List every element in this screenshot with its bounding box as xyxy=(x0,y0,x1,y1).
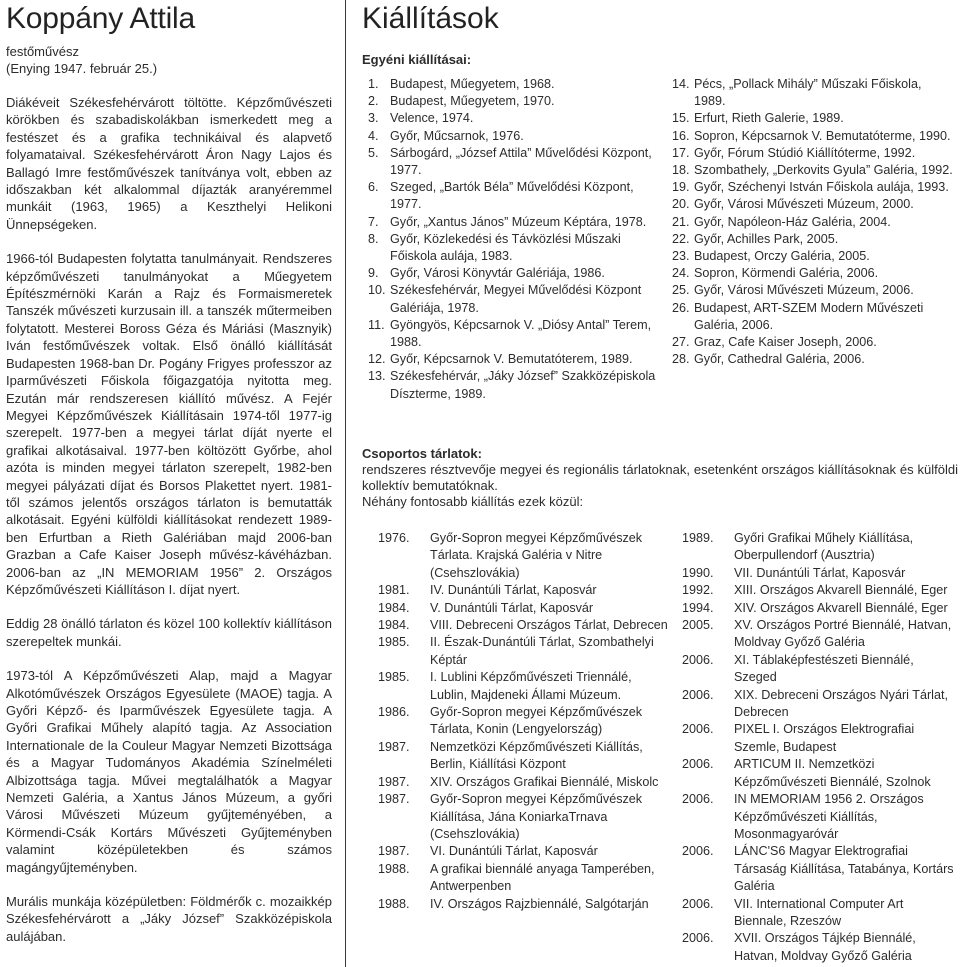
solo-exhibition-item-text: Győr, Cathedral Galéria, 2006. xyxy=(694,352,865,367)
bio-paragraph: 1966-tól Budapesten folytatta tanulmányait. Rendszeres képzőművészeti tanulmányokat a Műegyetem Építészmérnöki Karán a Rajz és Formaismeretek Tanszék művészeti kurzusain ill. a tanszék műtermeiben folytatott. Mesterei Boross Géza és Máriási (Masznyik) Iván festőművészek voltak. Első önálló kiállítását Budapesten 1968-ban Dr. Pogány Frigyes professzor az Iparművészeti Főiskola főigazgatója nyitotta meg. Ezután már rendszeresen kiállító művész. A Fejér Megyei Képzőművészek Kiállításain 1974-től 1977-ig szerepelt. 1977-ben a megyei tárlat díját nyerte el grafikai alkotásaival. 1977-ben költözött Győrbe, ahol azóta is minden megyei tárlaton szerepelt, 1982-ben megyei pályázati díjat és Borsos Plakettet nyert. 1981-től számos jelentős országos tárlaton is bemutatták alkotásait. Egyéni külföldi kiállításokat rendezett 1989-ben Erfurtban a Rieth Galériában majd 2006-ban Grazban a Cafe Kaiser Joseph művész-kávéházban. 2006-ban az „IN MEMORIAM 1956” 2. Országos Képzőművészeti Kiállításon I. díjat nyert. xyxy=(6,251,332,597)
group-exhibition-item-number: 2006. xyxy=(682,687,714,702)
group-exhibition-item-text: Győr-Sopron megyei Képzőművészek Tárlata. Krajská Galéria v Nitre (Csehszlovákia) xyxy=(430,531,643,580)
group-exhibition-item-text: XVII. Országos Tájkép Biennálé, Hatvan, Moldvay Győző Galéria xyxy=(734,931,916,963)
group-exhibition-item-number: 1994. xyxy=(682,600,714,615)
group-intro-2: Néhány fontosabb kiállítás ezek közül: xyxy=(362,494,584,510)
group-exhibition-item xyxy=(378,617,668,634)
group-exhibition-item xyxy=(378,704,668,739)
group-exhibition-item-number: 2005. xyxy=(682,618,714,633)
solo-exhibition-item xyxy=(368,265,660,282)
solo-exhibition-item-number: 10. xyxy=(368,283,386,298)
solo-exhibition-item xyxy=(672,196,956,213)
group-exhibition-item xyxy=(378,861,668,896)
group-exhibition-item-number: 1986. xyxy=(378,705,410,720)
group-exhibition-item-number: 2006. xyxy=(682,931,714,946)
group-exhibition-item-number: 1987. xyxy=(378,792,410,807)
group-exhibition-item-text: VI. Dunántúli Tárlat, Kaposvár xyxy=(430,844,598,859)
solo-exhibition-item-number: 11. xyxy=(368,317,385,332)
group-exhibition-item-text: Győr-Sopron megyei Képzőművészek Kiállítása, Jána KoniarkaTrnava (Csehszlovákia) xyxy=(430,792,643,841)
group-exhibition-item xyxy=(682,930,958,965)
group-exhibition-item-text: II. Észak-Dunántúli Tárlat, Szombathelyi Képtár xyxy=(430,635,654,667)
solo-exhibition-item-text: Székesfehérvár, Megyei Művelődési Központ Galériája, 1978. xyxy=(390,283,642,315)
group-exhibition-item-number: 2006. xyxy=(682,652,714,667)
solo-exhibition-item-number: 14. xyxy=(672,77,690,91)
biography-text xyxy=(6,94,332,945)
group-exhibition-item-number: 1992. xyxy=(682,583,714,598)
group-exhibitions-heading: Csoportos tárlatok: xyxy=(362,446,482,461)
solo-exhibition-item xyxy=(368,351,660,368)
solo-exhibition-item-text: Budapest, Orczy Galéria, 2005. xyxy=(694,249,870,264)
group-exhibition-item-number: 2006. xyxy=(682,844,714,859)
group-exhibition-item xyxy=(682,565,958,582)
group-exhibition-item-text: IV. Országos Rajzbiennálé, Salgótarján xyxy=(430,896,649,911)
solo-exhibition-item xyxy=(672,282,956,299)
solo-exhibition-item-text: Győr, Achilles Park, 2005. xyxy=(694,231,839,246)
group-exhibition-item xyxy=(682,530,958,565)
solo-exhibition-item-text: Győr, Városi Művészeti Múzeum, 2006. xyxy=(694,283,914,298)
group-exhibition-item xyxy=(378,582,668,599)
solo-exhibition-item-text: Budapest, ART-SZEM Modern Művészeti Galéria, 2006. xyxy=(694,300,924,332)
group-exhibition-item-text: V. Dunántúli Tárlat, Kaposvár xyxy=(430,600,594,615)
solo-exhibition-item xyxy=(672,145,956,162)
group-exhibition-item-number: 2006. xyxy=(682,896,714,911)
solo-exhibition-item xyxy=(368,93,660,110)
solo-exhibition-item xyxy=(368,231,660,265)
solo-exhibition-item-text: Sopron, Körmendi Galéria, 2006. xyxy=(694,266,879,281)
solo-exhibition-item-text: Győr, „Xantus János” Múzeum Képtára, 1978. xyxy=(390,214,647,229)
group-exhibition-item-text: A grafikai biennálé anyaga Tamperében, Antwerpenben xyxy=(430,861,655,894)
solo-exhibition-item xyxy=(368,282,660,316)
solo-exhibition-item xyxy=(672,110,956,127)
exhibitions-column xyxy=(362,0,958,963)
solo-exhibition-item-number: 23. xyxy=(672,249,690,264)
solo-exhibition-item-number: 25. xyxy=(672,283,690,298)
group-exhibition-item-text: IN MEMORIAM 1956 2. Országos Képzőművészeti Kiállítás, Mosonmagyaróvár xyxy=(734,792,924,841)
solo-exhibition-item-text: Budapest, Műegyetem, 1970. xyxy=(390,94,555,109)
group-exhibition-item-number: 2006. xyxy=(682,792,714,807)
solo-exhibition-item xyxy=(672,214,956,231)
group-exhibition-item xyxy=(378,774,668,791)
solo-exhibition-item-number: 19. xyxy=(672,180,690,195)
biography-column xyxy=(6,0,332,945)
solo-exhibition-item xyxy=(672,128,956,145)
solo-exhibition-item-number: 26. xyxy=(672,300,690,315)
solo-exhibition-item-number: 17. xyxy=(672,145,690,160)
solo-exhibition-item xyxy=(672,76,956,110)
artist-birth: (Enying 1947. február 25.) xyxy=(6,61,158,76)
exhibitions-title: Kiállítások xyxy=(362,2,499,35)
group-exhibition-item-text: XI. Táblaképfestészeti Biennálé, Szeged xyxy=(734,652,914,685)
column-divider xyxy=(345,0,346,967)
artist-name: Koppány Attila xyxy=(6,2,196,35)
solo-exhibition-item-text: Szeged, „Bartók Béla” Művelődési Központ, 1977. xyxy=(390,180,634,212)
solo-exhibitions-list-2 xyxy=(672,76,956,368)
group-exhibition-item-number: 1989. xyxy=(682,531,714,545)
solo-exhibitions-heading: Egyéni kiállításai: xyxy=(362,52,472,67)
solo-exhibition-item-text: Győr, Közlekedési és Távközlési Műszaki Főiskola aulája, 1983. xyxy=(390,231,621,264)
bio-paragraph: Diákéveit Székesfehérvárott töltötte. Képzőművészeti körökben és szabadiskolákban ismerkedett meg a festészet és a grafika technikáival és alapvető folyamataival. Székesfehérvárott Áron Nagy Lajos és Ballagó Imre festőművészek tanítványa volt, ebben az időszakban két alkalommal díjazták aranyéremmel munkáit (1963, 1965) a Keszthelyi Helikoni Ünnepségeken. xyxy=(6,95,332,232)
solo-exhibition-item xyxy=(672,179,956,196)
group-exhibitions-list-2 xyxy=(682,530,958,965)
group-exhibition-item-text: PIXEL I. Országos Elektrografiai Szemle, Budapest xyxy=(734,722,915,754)
solo-exhibition-item-number: 8. xyxy=(368,231,379,246)
solo-exhibition-item-text: Győr, Műcsarnok, 1976. xyxy=(390,128,524,143)
group-exhibition-item xyxy=(378,843,668,860)
group-exhibition-item-text: IV. Dunántúli Tárlat, Kaposvár xyxy=(430,583,597,598)
solo-exhibition-item-number: 13. xyxy=(368,369,386,384)
solo-exhibition-item-number: 20. xyxy=(672,197,690,212)
solo-exhibition-item-number: 7. xyxy=(368,214,379,229)
group-exhibition-item xyxy=(682,582,958,599)
group-exhibition-item-text: XIV. Országos Akvarell Biennálé, Eger xyxy=(734,600,948,615)
solo-exhibition-item-text: Pécs, „Pollack Mihály” Műszaki Főiskola, 1989. xyxy=(694,77,922,109)
solo-exhibition-item-text: Székesfehérvár, „Jáky József” Szakközépiskola Díszterme, 1989. xyxy=(390,369,656,401)
group-exhibition-item xyxy=(378,634,668,669)
group-exhibition-item-number: 1987. xyxy=(378,844,410,859)
group-exhibition-item xyxy=(682,600,958,617)
solo-exhibition-item xyxy=(368,128,660,145)
solo-exhibition-item-text: Sopron, Képcsarnok V. Bemutatóterme, 1990. xyxy=(694,128,951,143)
group-exhibition-item xyxy=(682,617,958,652)
group-exhibition-item-number: 1981. xyxy=(378,583,410,598)
solo-exhibition-item-text: Győr, Képcsarnok V. Bemutatóterem, 1989. xyxy=(390,352,633,367)
group-exhibition-item-number: 2006. xyxy=(682,722,714,737)
solo-exhibition-item-number: 9. xyxy=(368,266,379,281)
solo-exhibition-item-number: 21. xyxy=(672,214,690,229)
solo-exhibition-item-number: 5. xyxy=(368,145,379,160)
solo-exhibition-item-number: 18. xyxy=(672,163,690,178)
solo-exhibitions-list-1 xyxy=(368,76,660,403)
solo-exhibition-item xyxy=(368,76,660,93)
solo-exhibition-item-text: Szombathely, „Derkovits Gyula” Galéria, 1992. xyxy=(694,163,953,178)
group-exhibition-item-number: 1988. xyxy=(378,896,410,911)
group-exhibition-item-text: ARTICUM II. Nemzetközi Képzőművészeti Biennálé, Szolnok xyxy=(734,757,931,789)
group-exhibition-item-number: 1985. xyxy=(378,670,410,685)
solo-exhibition-item-number: 24. xyxy=(672,266,690,281)
bio-paragraph: 1973-tól A Képzőművészeti Alap, majd a Magyar Alkotóművészek Országos Egyesülete (MAOE) tagja. A Győri Képző- és Iparművészek Egyesülete tagja. A Győri Grafikai Műhely alapító tagja. Az Association Internationale de la Couleur Magyar Nemzeti Bizottsága és a Magyar Tudományos Akadémia Színelméleti Albizottsága tagja. Művei megtalálhatók a Magyar Nemzeti Galéria, a Xantus János Múzeum, a győri Városi Művészeti Múzeum gyűjteményében, a Körmendi-Csák Kortárs Művészeti Gyűjteményben valamint középületekben és számos magángyűjteményben. xyxy=(6,668,332,875)
solo-exhibition-item-number: 4. xyxy=(368,128,379,143)
solo-exhibition-item-number: 6. xyxy=(368,180,379,195)
group-exhibition-item-text: Győri Grafikai Műhely Kiállítása, Oberpullendorf (Ausztria) xyxy=(734,531,914,563)
group-exhibition-item-number: 1976. xyxy=(378,531,410,545)
group-exhibition-item-text: XV. Országos Portré Biennálé, Hatvan, Moldvay Győző Galéria xyxy=(734,618,952,650)
group-exhibition-item-text: I. Lublini Képzőművészeti Triennálé, Lublin, Majdeneki Állami Múzeum. xyxy=(430,670,632,702)
solo-exhibition-item xyxy=(672,248,956,265)
solo-exhibition-item xyxy=(672,300,956,334)
group-exhibition-item xyxy=(378,739,668,774)
solo-exhibition-item-text: Erfurt, Rieth Galerie, 1989. xyxy=(694,111,844,126)
group-exhibition-item-number: 1988. xyxy=(378,861,410,876)
group-exhibition-item xyxy=(378,896,668,913)
group-exhibition-item-number: 2006. xyxy=(682,757,714,772)
group-exhibition-item xyxy=(682,791,958,843)
solo-exhibition-item xyxy=(368,145,660,179)
solo-exhibition-item-number: 27. xyxy=(672,335,690,350)
solo-exhibition-item-number: 12. xyxy=(368,352,386,367)
solo-exhibition-item xyxy=(672,265,956,282)
group-exhibitions-list-1 xyxy=(378,530,668,913)
group-exhibition-item xyxy=(378,530,668,582)
solo-exhibition-item-number: 3. xyxy=(368,111,379,126)
group-exhibition-item-number: 1990. xyxy=(682,565,714,580)
group-exhibition-item-number: 1985. xyxy=(378,635,410,650)
group-exhibition-item xyxy=(682,756,958,791)
group-exhibition-item-number: 1987. xyxy=(378,774,410,789)
group-exhibition-item-text: XIX. Debreceni Országos Nyári Tárlat, Debrecen xyxy=(734,687,948,720)
bio-paragraph: Murális munkája középületben: Földmérők c. mozaikkép Székesfehérvárott a „Jáky József” Szakközépiskola aulájában. xyxy=(6,894,332,944)
group-exhibition-item-text: VII. International Computer Art Biennale, Rzeszów xyxy=(734,896,904,928)
solo-exhibition-item-text: Győr, Széchenyi István Főiskola aulája, 1993. xyxy=(694,180,949,195)
group-exhibition-item-text: Győr-Sopron megyei Képzőművészek Tárlata, Konin (Lengyelország) xyxy=(430,705,643,737)
solo-exhibition-item-number: 1. xyxy=(368,77,379,91)
solo-exhibition-item-number: 28. xyxy=(672,352,690,367)
solo-exhibition-item-text: Budapest, Műegyetem, 1968. xyxy=(390,77,555,91)
group-exhibition-item xyxy=(682,843,958,895)
solo-exhibition-item-text: Győr, Városi Művészeti Múzeum, 2000. xyxy=(694,197,914,212)
solo-exhibition-item xyxy=(672,162,956,179)
group-exhibition-item xyxy=(682,896,958,931)
group-exhibition-item-number: 1984. xyxy=(378,618,410,633)
group-exhibition-item-number: 1984. xyxy=(378,600,410,615)
solo-exhibition-item xyxy=(368,368,660,402)
solo-exhibition-item-number: 2. xyxy=(368,94,379,109)
solo-exhibition-item-number: 22. xyxy=(672,231,690,246)
group-exhibition-item-text: VIII. Debreceni Országos Tárlat, Debrecen xyxy=(430,618,668,633)
solo-exhibition-item-text: Gyöngyös, Képcsarnok V. „Diósy Antal” Terem, 1988. xyxy=(390,317,652,350)
solo-exhibition-item-text: Győr, Napóleon-Ház Galéria, 2004. xyxy=(694,214,891,229)
group-exhibition-item-text: VII. Dunántúli Tárlat, Kaposvár xyxy=(734,565,906,580)
group-intro: rendszeres résztvevője megyei és regionális tárlatoknak, esetenként országos kiállításoknak és külföldi kollektív bemutatóknak. xyxy=(362,462,958,494)
group-exhibition-item-text: Nemzetközi Képzőművészeti Kiállítás, Berlin, Kiállítási Központ xyxy=(430,739,643,772)
solo-exhibition-item-number: 15. xyxy=(672,111,690,126)
solo-exhibition-item-text: Velence, 1974. xyxy=(390,111,474,126)
solo-exhibition-item xyxy=(368,214,660,231)
group-exhibition-item-number: 1987. xyxy=(378,739,410,754)
artist-profession: festőművész xyxy=(6,44,79,59)
group-exhibition-item-text: LÁNC'S6 Magyar Elektrografiai Társaság Kiállítása, Tatabánya, Kortárs Galéria xyxy=(734,844,954,894)
solo-exhibition-item xyxy=(368,110,660,127)
group-exhibition-item xyxy=(378,669,668,704)
solo-exhibition-item xyxy=(672,334,956,351)
bio-paragraph: Eddig 28 önálló tárlaton és közel 100 kollektív kiállításon szerepeltek munkái. xyxy=(6,616,332,649)
group-exhibition-item xyxy=(378,600,668,617)
group-exhibition-item xyxy=(682,687,958,722)
group-exhibition-item xyxy=(682,721,958,756)
group-exhibition-item-text: XIII. Országos Akvarell Biennálé, Eger xyxy=(734,583,948,598)
solo-exhibition-item-number: 16. xyxy=(672,128,690,143)
solo-exhibition-item-text: Graz, Cafe Kaiser Joseph, 2006. xyxy=(694,335,877,350)
solo-exhibition-item-text: Sárbogárd, „József Attila” Művelődési Központ, 1977. xyxy=(390,145,652,178)
solo-exhibition-item xyxy=(368,317,660,351)
group-exhibition-item-text: XIV. Országos Grafikai Biennálé, Miskolc xyxy=(430,774,659,789)
group-exhibition-item xyxy=(378,791,668,843)
solo-exhibition-item xyxy=(672,351,956,368)
group-exhibition-item xyxy=(682,652,958,687)
solo-exhibition-item-text: Győr, Városi Könyvtár Galériája, 1986. xyxy=(390,266,605,281)
solo-exhibition-item-text: Győr, Fórum Stúdió Kiállítóterme, 1992. xyxy=(694,145,916,160)
solo-exhibition-item xyxy=(672,231,956,248)
solo-exhibition-item xyxy=(368,179,660,213)
